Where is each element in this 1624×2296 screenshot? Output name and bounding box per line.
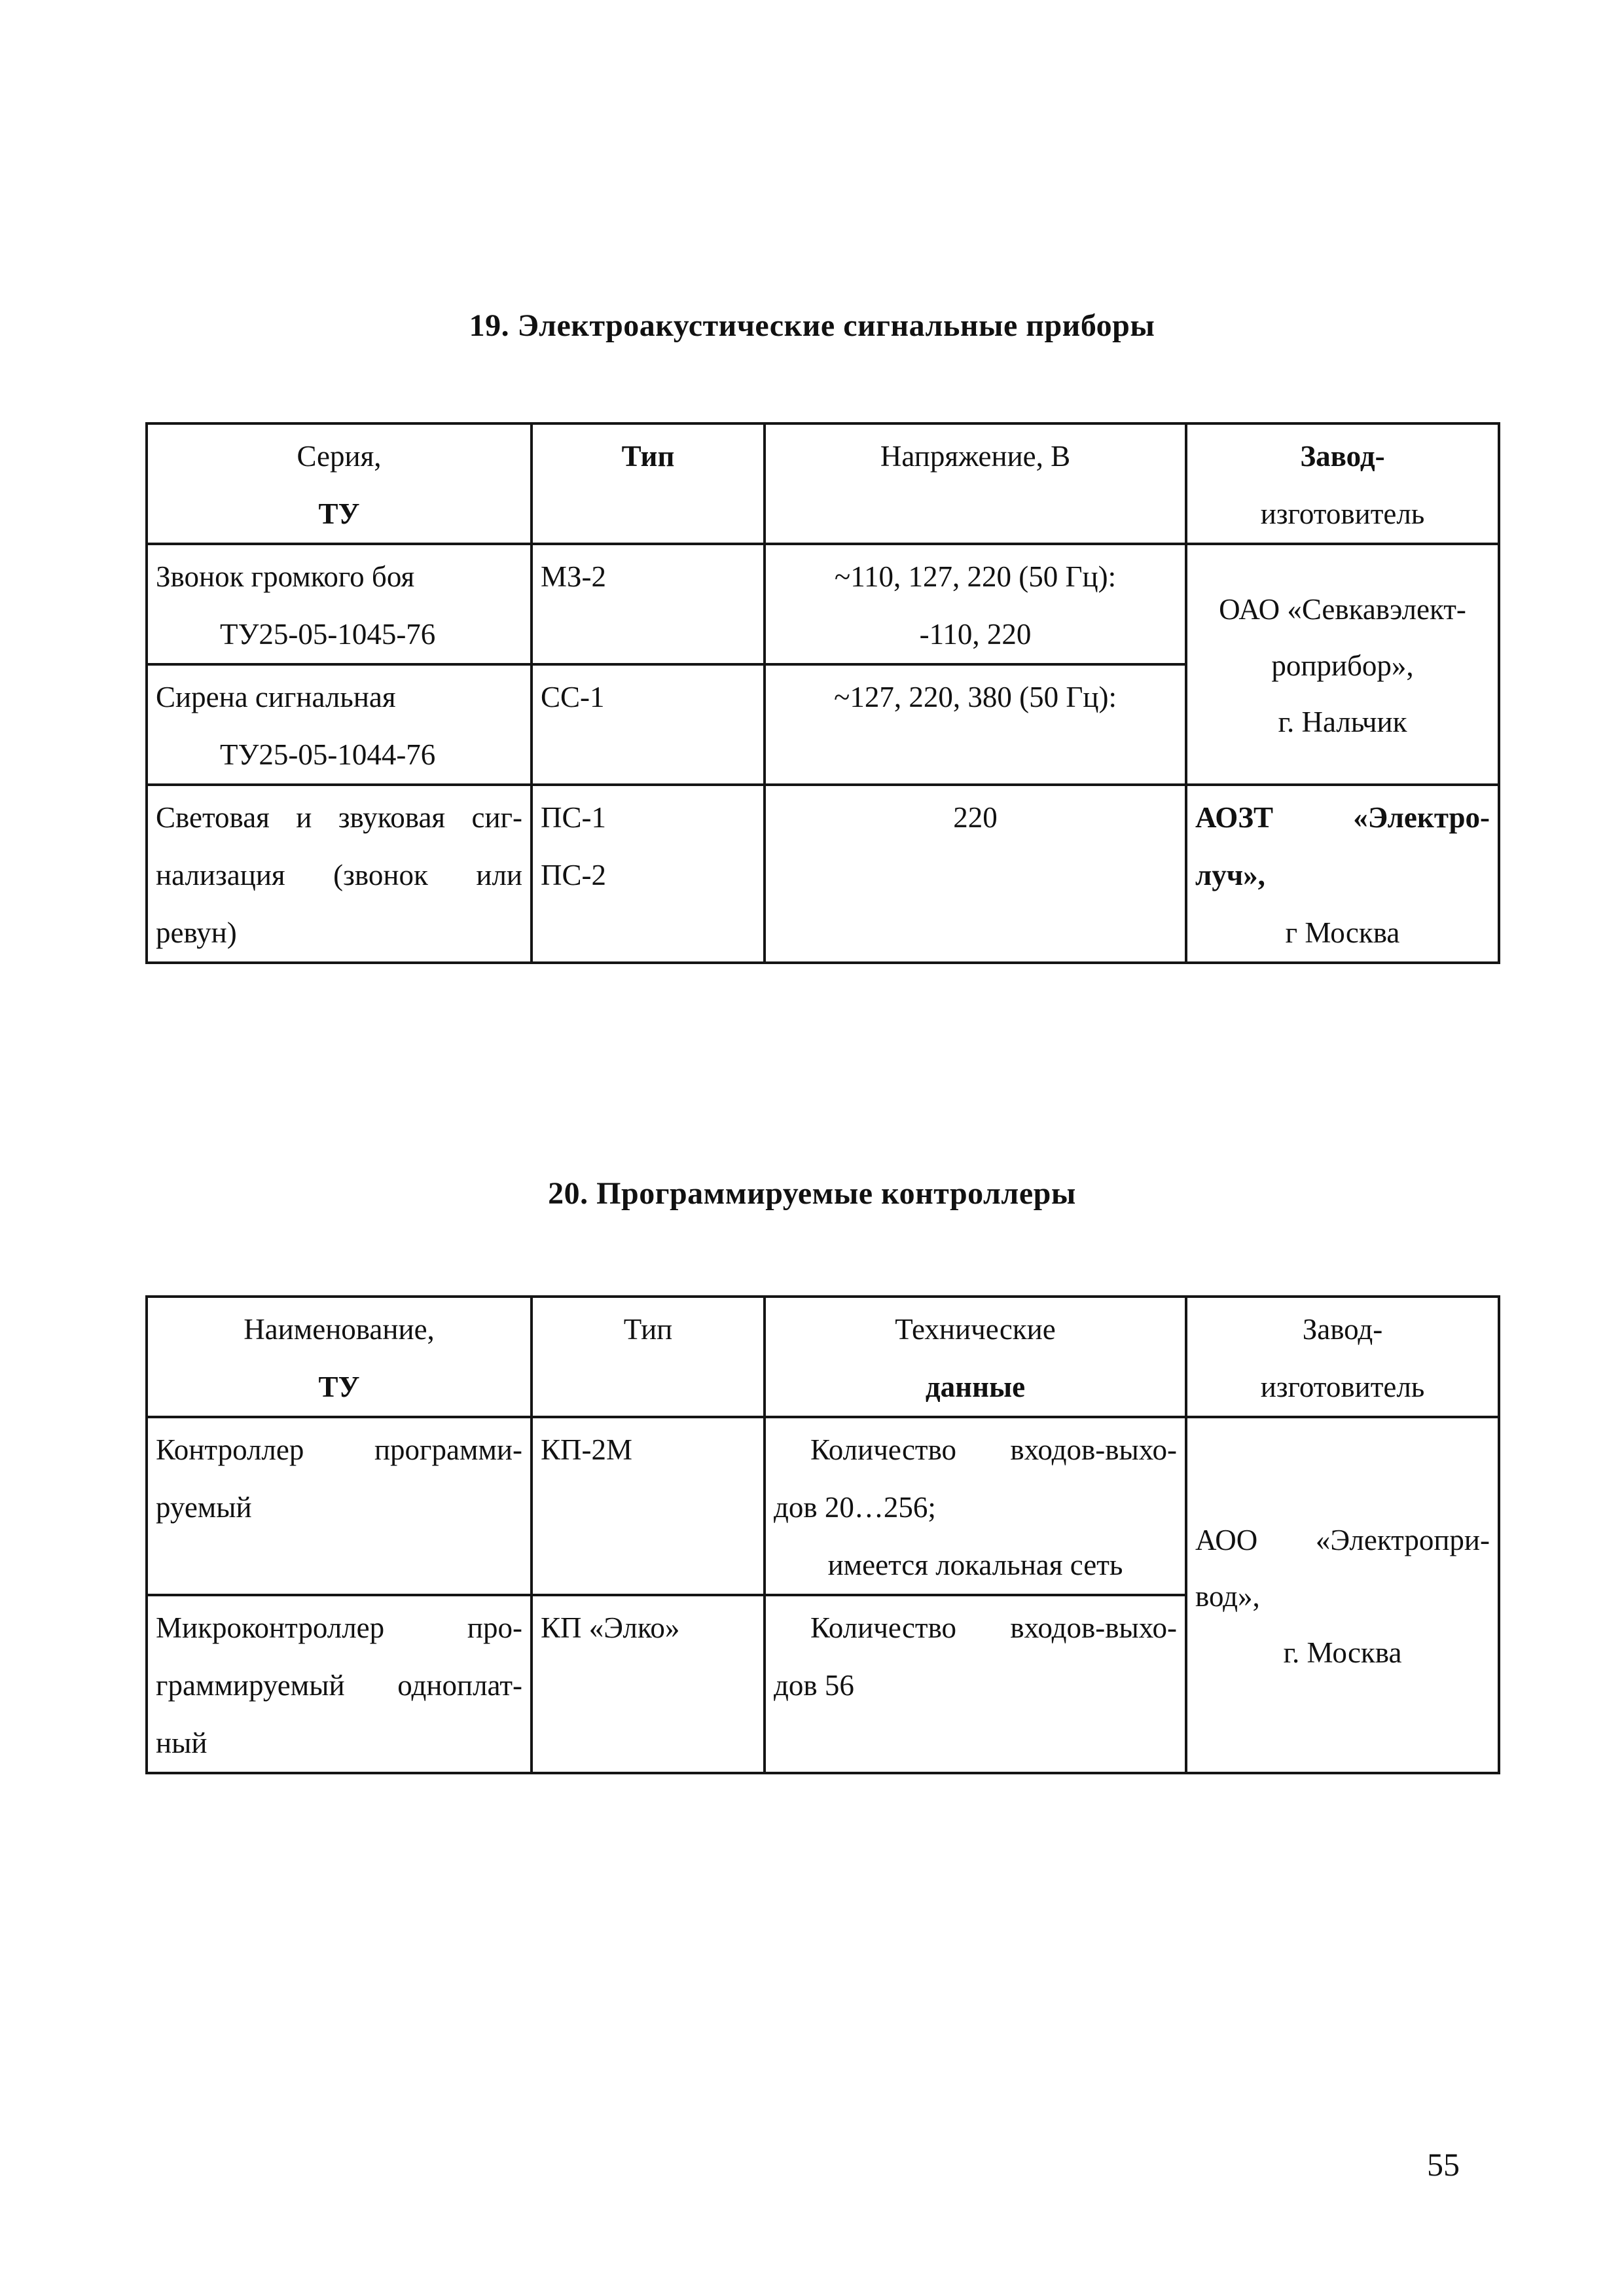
header-maker-cell bbox=[1186, 423, 1499, 544]
device-voltage: ~110, 127, 220 (50 Гц): bbox=[834, 560, 1117, 593]
signal-devices-table bbox=[145, 422, 1500, 964]
table-header-row bbox=[147, 423, 1499, 544]
device-voltage-cell bbox=[765, 785, 1186, 963]
header-voltage-label: Напряжение, В bbox=[880, 440, 1071, 473]
table-row bbox=[147, 785, 1499, 963]
device-name-cell bbox=[147, 544, 532, 664]
header-type-label: Тип bbox=[621, 440, 675, 473]
controller-data: Количество входов-выхо- bbox=[810, 1433, 1177, 1466]
header-type-cell bbox=[532, 1297, 765, 1417]
header-type-label: Тип bbox=[623, 1313, 673, 1346]
device-type-cell bbox=[532, 664, 765, 785]
header-tech-label-2: данные bbox=[925, 1371, 1026, 1403]
header-maker-label: Завод- bbox=[1302, 1313, 1383, 1346]
controller-type: КП «Элко» bbox=[541, 1611, 680, 1644]
header-series-label: Серия, bbox=[297, 440, 382, 473]
device-voltage: ~127, 220, 380 (50 Гц): bbox=[834, 681, 1117, 713]
table-row bbox=[147, 1417, 1499, 1595]
section-20-title: 20. Программируемые контроллеры bbox=[548, 1176, 1076, 1211]
header-maker-label-2: изготовитель bbox=[1260, 497, 1425, 530]
device-voltage-cell bbox=[765, 664, 1186, 785]
header-voltage-cell bbox=[765, 423, 1186, 544]
table-header-row bbox=[147, 1297, 1499, 1417]
device-voltage: 220 bbox=[953, 801, 998, 834]
maker-cell bbox=[1186, 785, 1499, 963]
controller-name-cell bbox=[147, 1595, 532, 1773]
controller-data-2: дов 56 bbox=[774, 1669, 854, 1702]
section-19-title: 19. Электроакустические сигнальные приборы bbox=[469, 308, 1155, 343]
device-name: Световая и звуковая сиг- bbox=[156, 801, 522, 834]
header-maker-label: Завод- bbox=[1300, 440, 1385, 473]
maker-name: АОЗТ «Электро- bbox=[1195, 801, 1490, 834]
header-name-cell bbox=[147, 1297, 532, 1417]
header-tech-label: Технические bbox=[895, 1313, 1056, 1346]
controller-type: КП-2М bbox=[541, 1433, 633, 1466]
device-type-cell bbox=[532, 785, 765, 963]
device-type-2: ПС-2 bbox=[541, 859, 606, 891]
maker-name: ОАО «Севкавэлект- bbox=[1219, 593, 1466, 626]
device-type-cell bbox=[532, 544, 765, 664]
device-voltage-cell bbox=[765, 544, 1186, 664]
device-name: Звонок громкого боя bbox=[156, 560, 415, 593]
controller-name-2: граммируемый одноплат- bbox=[156, 1669, 522, 1702]
device-name-3: ревун) bbox=[156, 916, 237, 949]
controller-name-cell bbox=[147, 1417, 532, 1595]
maker-city: г. Нальчик bbox=[1278, 706, 1407, 738]
shared-maker-cell bbox=[1186, 544, 1499, 785]
device-tu: ТУ25-05-1044-76 bbox=[220, 738, 436, 771]
controller-type-cell bbox=[532, 1417, 765, 1595]
device-name-cell bbox=[147, 664, 532, 785]
header-type-cell bbox=[532, 423, 765, 544]
device-type: ПС-1 bbox=[541, 801, 606, 834]
controller-name-2: руемый bbox=[156, 1491, 252, 1524]
maker-city: г. Москва bbox=[1283, 1636, 1402, 1669]
maker-name: АОО «Электропри- bbox=[1195, 1524, 1490, 1556]
header-series-cell bbox=[147, 423, 532, 544]
controllers-table bbox=[145, 1295, 1500, 1774]
device-type: СС-1 bbox=[541, 681, 605, 713]
device-name-cell bbox=[147, 785, 532, 963]
maker-name-2: луч», bbox=[1195, 859, 1265, 891]
controller-name: Микроконтроллер про- bbox=[156, 1611, 522, 1644]
shared-maker-cell bbox=[1186, 1417, 1499, 1773]
controller-type-cell bbox=[532, 1595, 765, 1773]
controller-data: Количество входов-выхо- bbox=[810, 1611, 1177, 1644]
maker-name-2: роприбор», bbox=[1271, 649, 1414, 682]
controller-data-cell bbox=[765, 1417, 1186, 1595]
header-tu-label: ТУ bbox=[318, 497, 360, 530]
maker-name-2: вод», bbox=[1195, 1580, 1260, 1613]
controller-name: Контроллер программи- bbox=[156, 1433, 522, 1466]
header-maker-label-2: изготовитель bbox=[1260, 1371, 1425, 1403]
device-name: Сирена сигнальная bbox=[156, 681, 396, 713]
maker-city: г Москва bbox=[1285, 916, 1400, 949]
device-voltage-2: -110, 220 bbox=[919, 618, 1032, 651]
controller-data-cell bbox=[765, 1595, 1186, 1773]
header-tech-cell bbox=[765, 1297, 1186, 1417]
device-tu: ТУ25-05-1045-76 bbox=[220, 618, 436, 651]
controller-data-3: имеется локальная сеть bbox=[827, 1549, 1123, 1581]
page-number: 55 bbox=[1427, 2146, 1460, 2183]
device-type: МЗ-2 bbox=[541, 560, 607, 593]
controller-name-3: ный bbox=[156, 1727, 208, 1759]
header-maker-cell bbox=[1186, 1297, 1499, 1417]
header-name-label: Наименование, bbox=[244, 1313, 435, 1346]
table-row bbox=[147, 544, 1499, 664]
device-name-2: нализация (звонок или bbox=[156, 859, 522, 891]
header-tu-label: ТУ bbox=[318, 1371, 360, 1403]
controller-data-2: дов 20…256; bbox=[774, 1491, 936, 1524]
